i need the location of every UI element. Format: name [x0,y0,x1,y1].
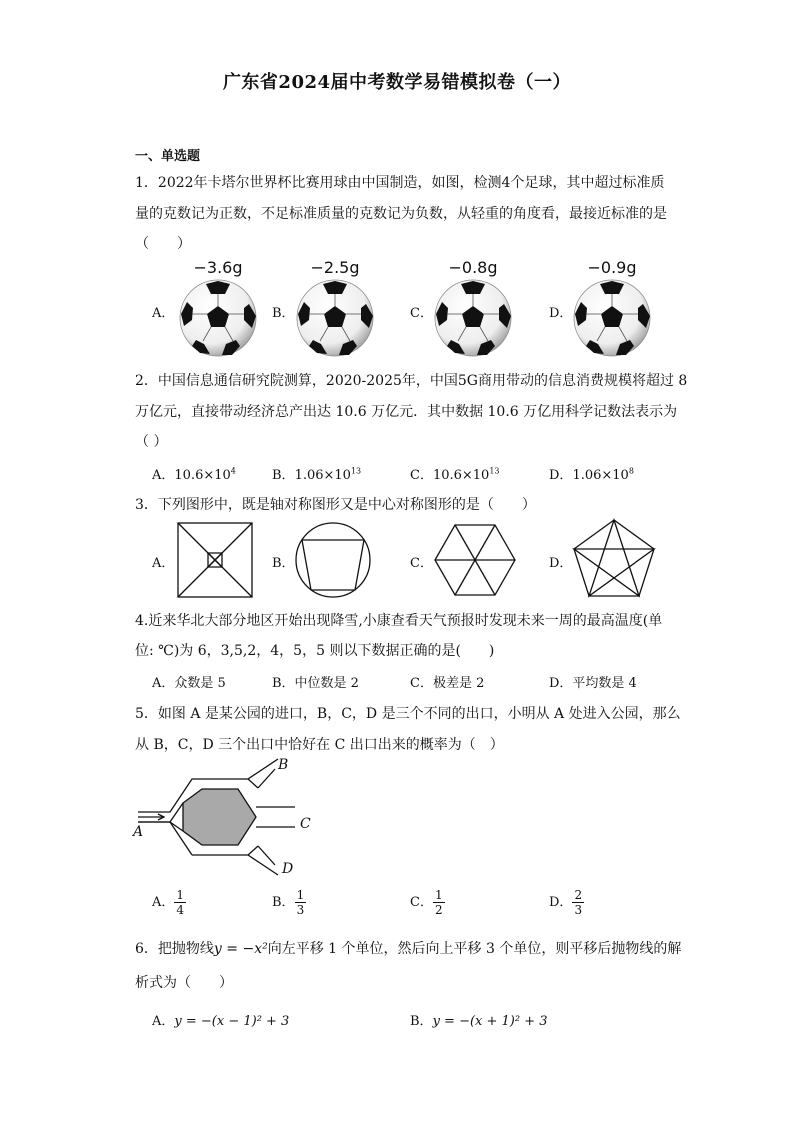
soccer-ball-a [178,278,258,358]
q4-option-d: D．平均数是 4 [549,676,637,691]
q1-line1: 1．2022年卡塔尔世界杯比赛用球由中国制造，如图，检测4个足球，其中超过标准质 [135,175,665,191]
q3-option-b-letter: B． [272,556,295,571]
circle-trapezoid-figure [293,520,373,600]
q5-line2: 从 B，C，D 三个出口中恰好在 C 出口出来的概率为（ ） [135,737,504,753]
q1-option-c-mass: −0.8g [448,258,498,277]
q6-line2: 析式为（ ） [135,975,233,991]
q1-option-c-letter: C． [410,306,433,321]
q6-equation: y = −x² [213,941,268,957]
q3-option-d-letter: D． [549,556,573,571]
point-b-label: B [278,757,289,773]
q6-line1: 6．把抛物线y = −x²向左平移 1 个单位，然后向上平移 3 个单位，则平移后抛物线的解 [135,941,682,957]
q5-option-c: C． $\frac{1}{2}$ [410,888,443,917]
q2-line2: 万亿元，直接带动经济总产出达 10.6 万亿元．其中数据 10.6 万亿用科学记数法表示为 [135,404,678,420]
q2-line3: （ ） [135,434,168,450]
page-title: 广东省2024届中考数学易错模拟卷（一） [222,72,572,93]
q5-line1: 5．如图 A 是某公园的进口，B，C，D 是三个不同的出口，小明从 A 处进入公园，那么 [135,706,681,722]
q3-option-c-letter: C． [410,556,433,571]
q4-option-c: C．极差是 2 [410,676,485,691]
q5-option-d: D． $\frac{2}{3}$ [549,888,583,917]
q6-option-a: A．y = −(x − 1)² + 3 [152,1014,290,1029]
q2-option-b: B．$1.06\times 10^{13}$ [272,466,362,483]
q5-option-b: B． $\frac{1}{3}$ [272,888,305,917]
soccer-ball-c [433,278,513,358]
section-heading: 一、单选题 [135,149,201,164]
soccer-ball-b [295,278,375,358]
q2-option-d: D．$1.06\times 10^8$ [549,466,634,483]
q6-option-b: B．y = −(x + 1)² + 3 [410,1014,548,1029]
q3-line1: 3．下列图形中，既是轴对称图形又是中心对称图形的是（ ） [135,497,536,513]
q1-option-a-mass: −3.6g [193,258,243,277]
q2-line1: 2．中国信息通信研究院测算，2020-2025年，中国5G商用带动的信息消费规模将超过 8 [135,373,688,389]
q1-line2: 量的克数记为正数，不足标准质量的克数记为负数，从轻重的角度看，最接近标准的是 [135,206,667,222]
q2-option-a: A．$10.6\times 10^4$ [152,466,236,483]
q4-line2: 位: ℃)为 6，3,5,2，4，5，5 则以下数据正确的是( ) [135,643,495,659]
q1-option-b-mass: −2.5g [310,258,360,277]
q4-line1: 4.近来华北大部分地区开始出现降雪,小康查看天气预报时发现未来一周的最高温度(单 [135,613,663,629]
q1-option-a-letter: A． [152,306,175,321]
q1-option-d-letter: D． [549,306,573,321]
soccer-ball-d [572,278,652,358]
square-pinwheel-figure [176,521,254,599]
q2-option-c: C．$10.6\times 10^{13}$ [410,466,500,483]
q4-option-b: B．中位数是 2 [272,676,359,691]
q3-option-a-letter: A． [152,556,175,571]
q1-line3: （ ） [135,236,191,252]
q4-option-a: A．众数是 5 [152,676,226,691]
q5-option-a: A． $\frac{1}{4}$ [152,888,185,917]
point-a-label: A [133,824,144,840]
point-c-label: C [300,816,311,832]
q1-option-b-letter: B． [272,306,295,321]
hexagon-figure [433,522,517,598]
point-d-label: D [282,861,294,877]
q1-option-d-mass: −0.9g [587,258,637,277]
pentagram-figure [571,517,657,599]
